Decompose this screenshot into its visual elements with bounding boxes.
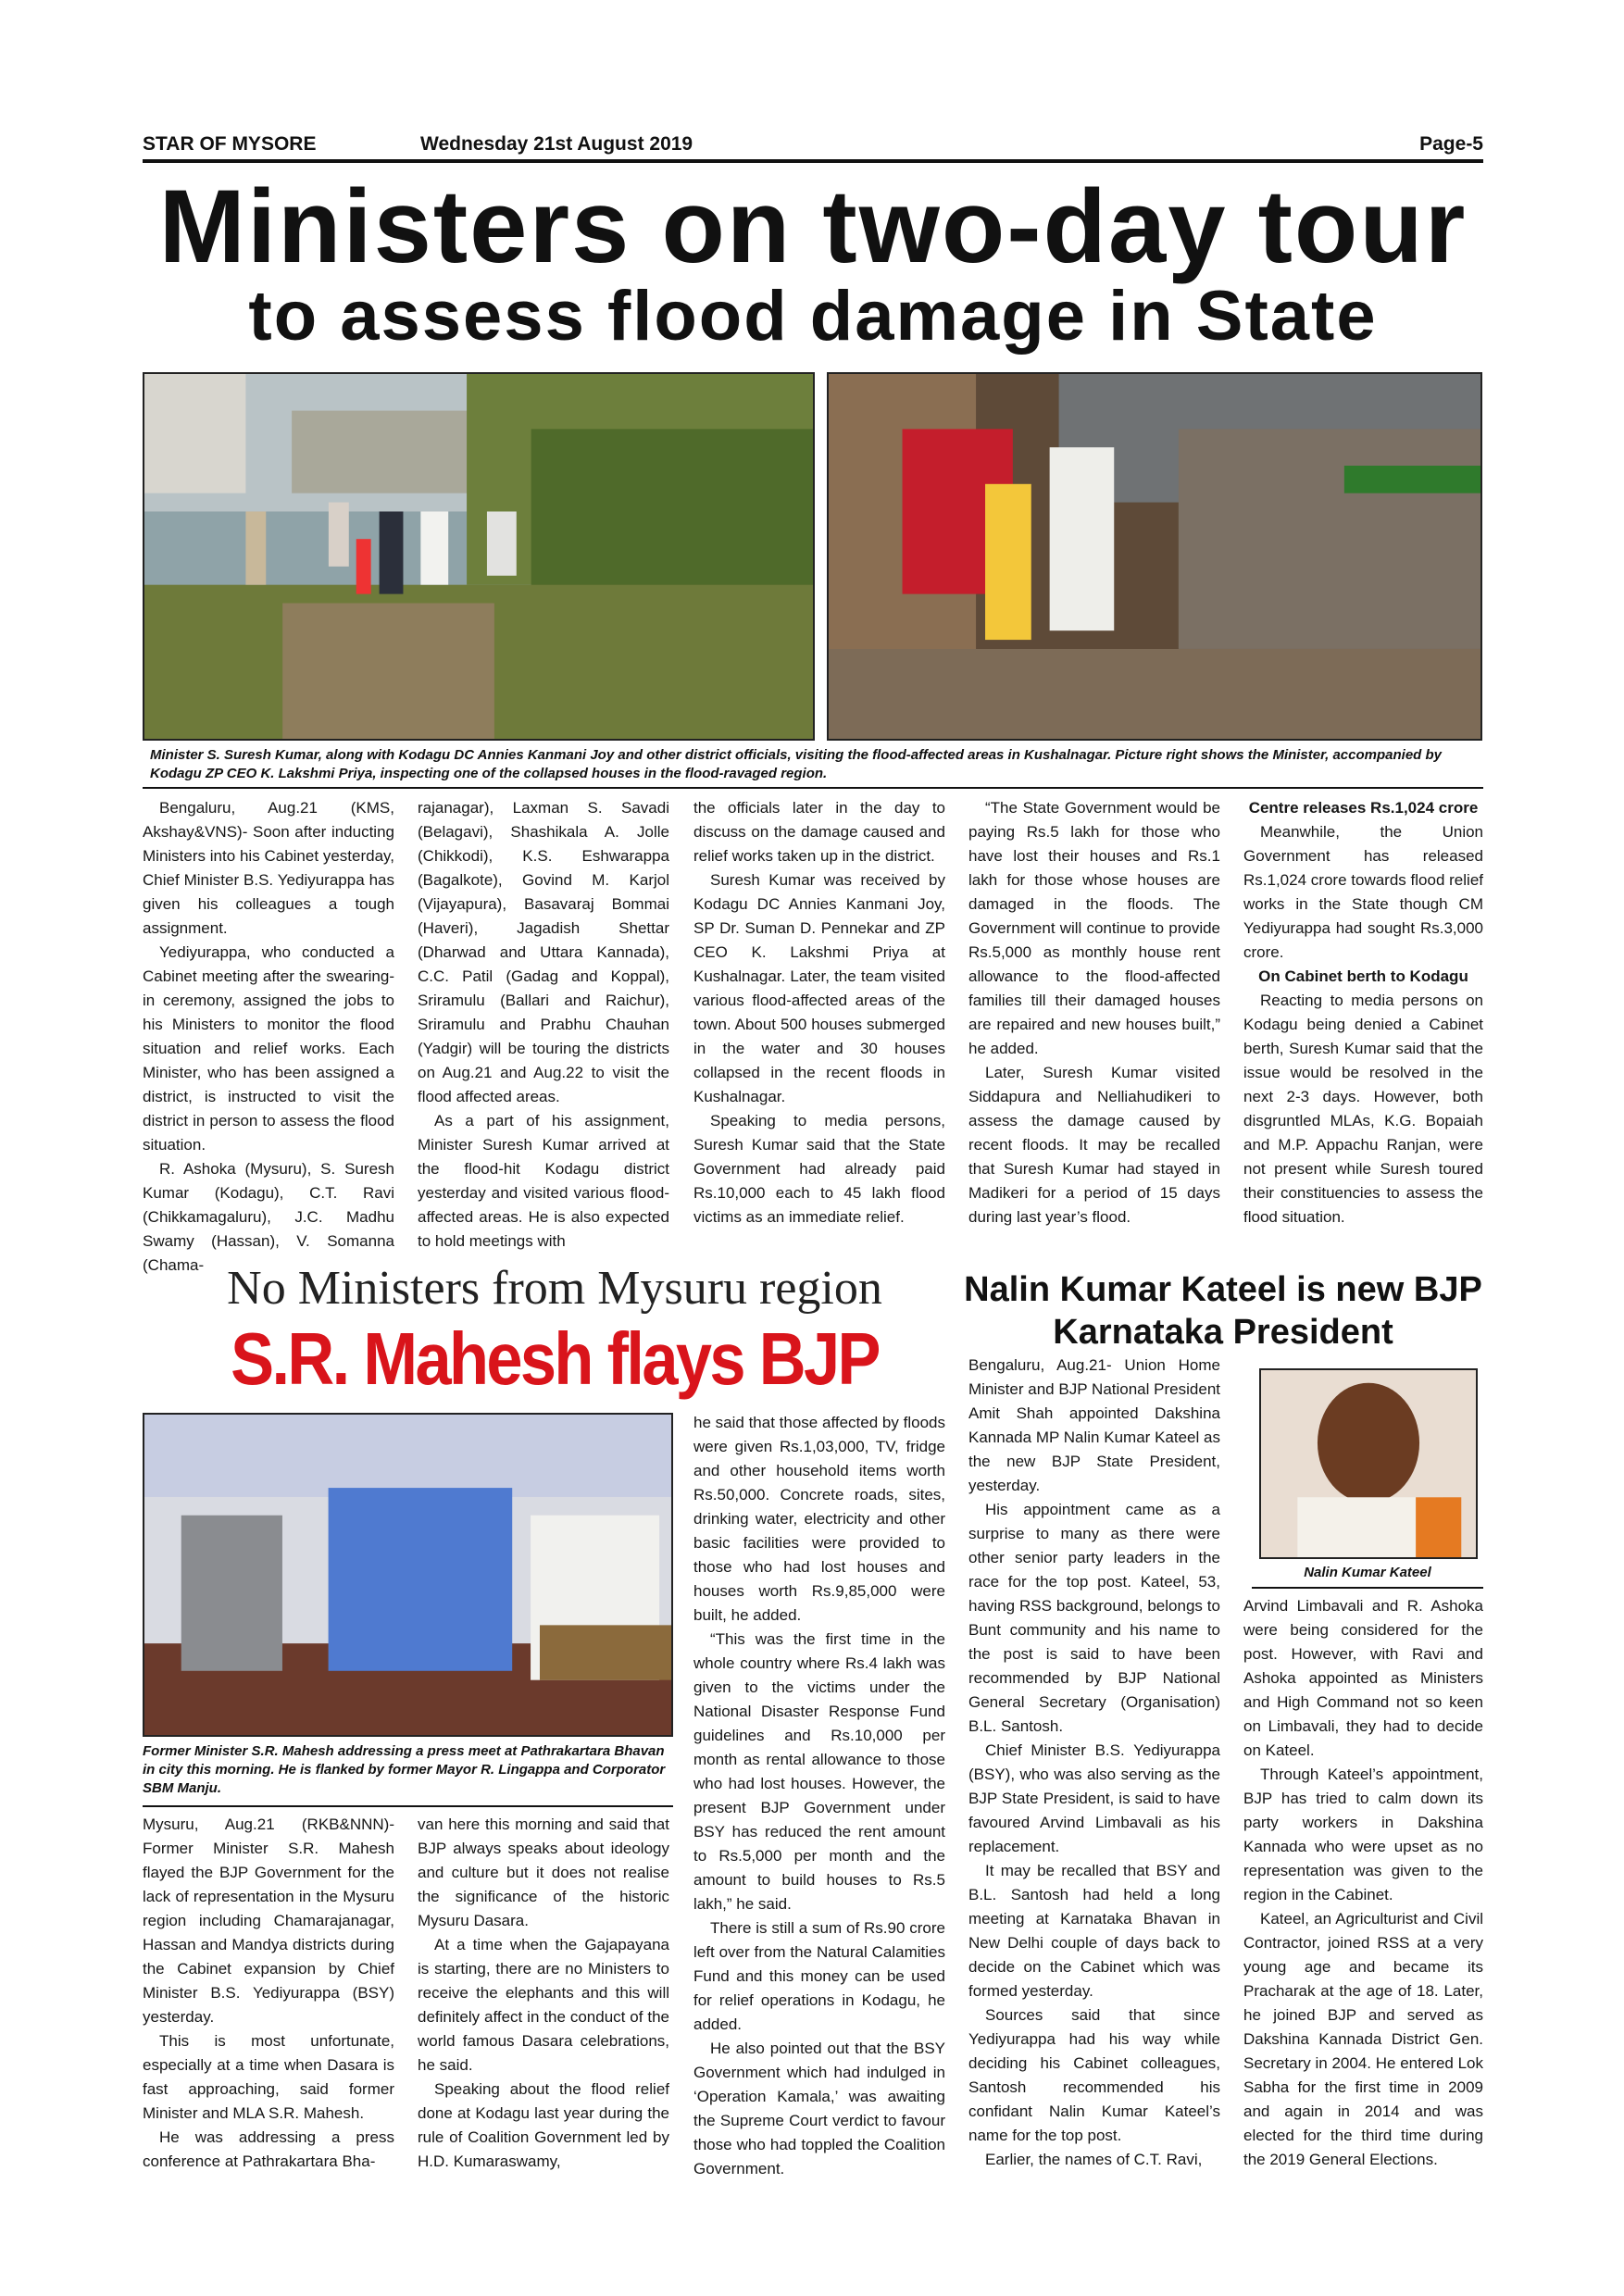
- mahesh-col3-para-3: There is still a sum of Rs.90 crore left over from the Natural Calamities Fund and this money can be used for relief operations in Kodagu, he added.: [693, 1919, 945, 2033]
- nalin-col2-para-3: Kateel, an Agriculturist and Civil Contractor, joined RSS at a very young age and became its Pracharak at the age of 18. Later, he joined BJP and served as Dakshina Kannada District Gen. Secretary in 2004. He entered Lok Sabha for the first time in 2009 and again in 2014 and was elected for the third time during the 2019 General Elections.: [1243, 1910, 1483, 2168]
- mahesh-column-1: [143, 1813, 394, 2239]
- lead-col1-para-3: R. Ashoka (Mysuru), S. Suresh Kumar (Kodagu), C.T. Ravi (Chikkamagaluru), J.C. Madhu Swamy (Hassan), V. Somanna (Chama-: [143, 1160, 394, 1274]
- lead-subhead-cabinet: On Cabinet berth to Kodagu: [1258, 967, 1468, 985]
- nalin-col1-para-3: Chief Minister B.S. Yediyurappa (BSY), who was also serving as the BJP State President, is said to have favoured Arvind Limbavali as his replacement.: [968, 1741, 1220, 1855]
- mahesh-col3-para-2: “This was the first time in the whole country where Rs.4 lakh was given to the victims under the National Disaster Response Fund guidelines and Rs.10,000 per month as rental allowance to those who had lost houses. However, the present BJP Government under BSY has reduced the rent amount to Rs.5,000 per month and the amount to build houses to Rs.5 lakh,” he said.: [693, 1630, 945, 1913]
- lead-col3-para-3: Speaking to media persons, Suresh Kumar said that the State Government had already paid Rs.10,000 each to 45 lakh flood victims as an immediate relief.: [693, 1112, 945, 1226]
- nalin-headline: Nalin Kumar Kateel is new BJP Karnataka President: [964, 1270, 1482, 1352]
- mahesh-col1-para-1: Mysuru, Aug.21 (RKB&NNN)- Former Minister S.R. Mahesh flayed the BJP Government for the lack of representation in the Mysuru region including Chamarajanagar, Hassan and Mandya districts during the Cabinet expansion by Chief Minister B.S. Yediyurappa (BSY) yesterday.: [143, 1816, 394, 2026]
- lead-col2-para-1: rajanagar), Laxman S. Savadi (Belagavi), Shashikala A. Jolle (Chikkodi), K.S. Eshwarappa (Bagalkote), Govind M. Karjol (Vijayapura), Basavaraj Bommai (Haveri), Jagadish Shettar (Dharwad and Uttara Kannada), C.C. Patil (Gadag and Koppal), Sriramulu (Ballari and Raichur), Sriramulu and Prabhu Chauhan (Yadgir) will be touring the districts on Aug.21 and Aug.22 to visit the flood affected areas.: [418, 799, 669, 1105]
- lead-col3-para-1: the officials later in the day to discuss on the damage caused and relief works taken up in the district.: [693, 799, 945, 865]
- lead-headline-line1: Ministers on two-day tour: [158, 168, 1468, 284]
- mahesh-caption-rule: [143, 1805, 673, 1807]
- mahesh-col2-para-3: Speaking about the flood relief done at Kodagu last year during the rule of Coalition Government led by H.D. Kumaraswamy,: [418, 2080, 669, 2170]
- nalin-col2-para-1: Arvind Limbavali and R. Ashoka were being considered for the post. However, with Ravi and Ashoka appointed as Ministers and High Command not so keen on Limbavali, they had to decide on Kateel.: [1243, 1597, 1483, 1759]
- masthead-rule: [143, 159, 1483, 163]
- lead-subhead-centre: Centre releases Rs.1,024 crore: [1248, 799, 1479, 817]
- lead-caption-rule: [143, 787, 1483, 789]
- issue-date: Wednesday 21st August 2019: [420, 133, 693, 155]
- page-number: Page-5: [1419, 133, 1483, 155]
- lead-column-4: [968, 796, 1220, 1259]
- mahesh-col1-para-3: He was addressing a press conference at Pathrakartara Bha-: [143, 2128, 394, 2170]
- lead-col4-para-2: Later, Suresh Kumar visited Siddapura and Nelliahudikeri to assess the damage caused by recent floods. It may be recalled that Suresh Kumar had stayed in Madikeri for a period of 15 days during last year’s flood.: [968, 1064, 1220, 1226]
- nalin-caption-rule: [1252, 1587, 1483, 1589]
- mahesh-column-2: [418, 1813, 669, 2239]
- lead-col5-para-1: Meanwhile, the Union Government has released Rs.1,024 crore towards flood relief works in the State though CM Yediyurappa had sought Rs.3,000 crore.: [1243, 823, 1483, 961]
- mahesh-photo-caption: Former Minister S.R. Mahesh addressing a press meet at Pathrakartara Bhavan in city this morning. He is flanked by former Mayor R. Lingappa and Corporator SBM Manju.: [143, 1743, 666, 1796]
- mahesh-col2-para-1: van here this morning and said that BJP always speaks about ideology and culture but it does not realise the significance of the historic Mysuru Dasara.: [418, 1816, 669, 1929]
- mahesh-photo: [143, 1413, 673, 1737]
- nalin-portrait: [1259, 1368, 1478, 1559]
- lead-col1-para-2: Yediyurappa, who conducted a Cabinet meeting after the swearing-in ceremony, assigned the jobs to his Ministers to monitor the flood situation and relief works. Each Minister, who has been assigned a district, is instructed to visit the district in person to assess the flood situation.: [143, 943, 394, 1154]
- masthead: [143, 133, 1483, 161]
- nalin-col2-para-2: Through Kateel’s appointment, BJP has tried to calm down its party workers in Dakshina Kannada who were upset as no representation was given to the region in the Cabinet.: [1243, 1766, 1483, 1903]
- mahesh-headline: S.R. Mahesh flays BJP: [231, 1317, 879, 1400]
- lead-column-2: [418, 796, 669, 1259]
- mahesh-col3-para-1: he said that those affected by floods were given Rs.1,03,000, TV, fridge and other household items worth Rs.50,000. Concrete roads, sites, drinking water, electricity and other basic facilities were provided to those who had lost houses and houses worth Rs.9,85,000 were built, he added.: [693, 1414, 945, 1624]
- lead-column-1: [143, 796, 394, 1274]
- nalin-col1-para-6: Earlier, the names of C.T. Ravi,: [985, 2151, 1203, 2168]
- mahesh-col3-para-4: He also pointed out that the BSY Government which had indulged in ‘Operation Kamala,’ was awaiting the Supreme Court verdict to favour those who had toppled the Coalition Government.: [693, 2040, 945, 2177]
- lead-photo-caption: Minister S. Suresh Kumar, along with Kodagu DC Annies Kanmani Joy and other district officials, visiting the flood-affected areas in Kushalnagar. Picture right shows the Minister, accompanied by Kodagu ZP CEO K. Lakshmi Priya, inspecting one of the collapsed houses in the flood-ravaged region.: [150, 747, 1442, 781]
- lead-column-5: [1243, 796, 1483, 1259]
- lead-headline-line2: to assess flood damage in State: [248, 277, 1378, 356]
- lead-col4-para-1: “The State Government would be paying Rs.5 lakh for those who have lost their houses and Rs.1 lakh for those whose houses are damaged in the floods. The Government will continue to provide Rs.5,000 as monthly house rent allowance to the flood-affected families till their damaged houses are repaired and new houses built,” he added.: [968, 799, 1220, 1057]
- lead-photo-left: [143, 372, 815, 741]
- lead-photo-right: [827, 372, 1482, 741]
- nalin-column-1: [968, 1354, 1220, 2239]
- nalin-col1-para-4: It may be recalled that BSY and B.L. Santosh had held a long meeting at Karnataka Bhavan in New Delhi couple of days back to decide on the Cabinet which was formed yesterday.: [968, 1862, 1220, 2000]
- nalin-col1-para-2: His appointment came as a surprise to many as there were other senior party leaders in the race for the top post. Kateel, 53, having RSS background, belongs to Bunt community and his name to the post is said to have been recommended by BJP National General Secretary (Organisation) B.L. Santosh.: [968, 1501, 1220, 1735]
- nalin-portrait-caption: Nalin Kumar Kateel: [1304, 1565, 1431, 1580]
- paper-name: STAR OF MYSORE: [143, 133, 317, 155]
- nalin-col1-para-5: Sources said that since Yediyurappa had his way while deciding his Cabinet colleagues, Santosh recommended his confidant Nalin Kumar Kateel’s name for the top post.: [968, 2006, 1220, 2144]
- lead-col5-para-2: Reacting to media persons on Kodagu being denied a Cabinet berth, Suresh Kumar said that the issue would be resolved in the next 2-3 days. However, both disgruntled MLAs, K.G. Bopaiah and M.P. Appachu Ranjan, were not present while Suresh toured their constituencies to assess the flood situation.: [1243, 992, 1483, 1226]
- mahesh-col1-para-2: This is most unfortunate, especially at a time when Dasara is fast approaching, said former Minister and MLA S.R. Mahesh.: [143, 2032, 394, 2122]
- lead-column-3: [693, 796, 945, 1259]
- nalin-column-2: [1243, 1594, 1483, 2239]
- mahesh-kicker: No Ministers from Mysuru region: [227, 1262, 882, 1315]
- lead-col2-para-2: As a part of his assignment, Minister Suresh Kumar arrived at the flood-hit Kodagu district yesterday and visited various flood-affected areas. He is also expected to hold meetings with: [418, 1112, 669, 1250]
- lead-col3-para-2: Suresh Kumar was received by Kodagu DC Annies Kanmani Joy, SP Dr. Suman D. Pennekar and ZP CEO K. Lakshmi Priya at Kushalnagar. Later, the team visited various flood-affected areas of the town. About 500 houses submerged in the water and 30 houses collapsed in the recent floods in Kushalnagar.: [693, 871, 945, 1105]
- nalin-col1-para-1: Bengaluru, Aug.21- Union Home Minister and BJP National President Amit Shah appointed Dakshina Kannada MP Nalin Kumar Kateel as the new BJP State President, yesterday.: [968, 1356, 1220, 1494]
- mahesh-col2-para-2: At a time when the Gajapayana is starting, there are no Ministers to receive the elephants and this will definitely affect in the conduct of the world famous Dasara celebrations, he said.: [418, 1936, 669, 2074]
- lead-col1-para-1: Bengaluru, Aug.21 (KMS, Akshay&VNS)- Soon after inducting Ministers into his Cabinet yesterday, Chief Minister B.S. Yediyurappa has given his colleagues a tough assignment.: [143, 799, 394, 937]
- mahesh-column-3: [693, 1411, 945, 2239]
